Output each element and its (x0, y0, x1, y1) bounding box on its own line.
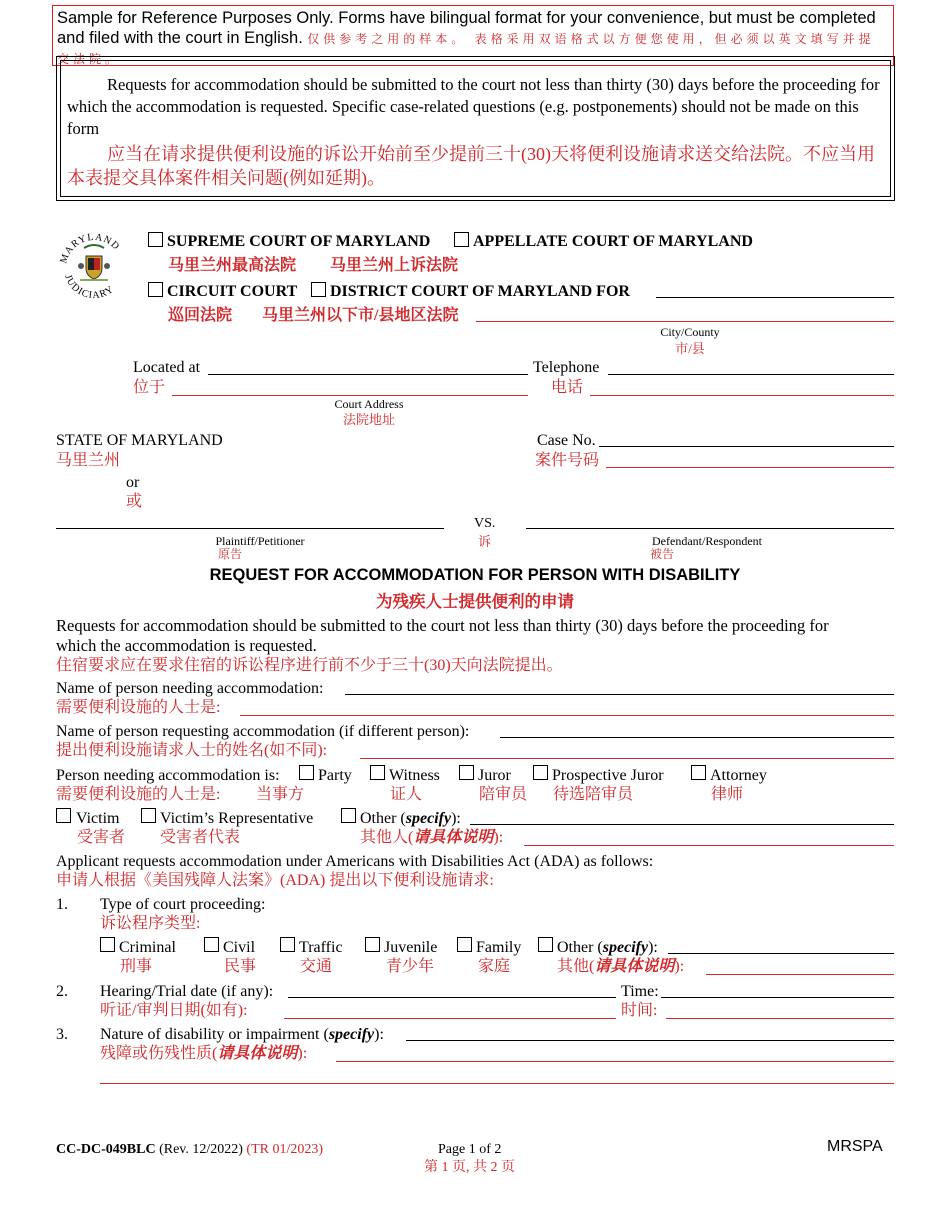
body-intro-line1: Requests for accommodation should be submitted to the court not less than thirty (30) days before the proceeding for (56, 616, 829, 635)
body-intro-zh: 住宿要求应在要求住宿的诉讼程序进行前不少于三十(30)天向法院提出。 (56, 657, 563, 674)
item2-label: Hearing/Trial date (if any): (100, 983, 274, 1000)
juvenile-label: Juvenile (384, 939, 438, 956)
disability-nature-field-zh[interactable] (336, 1061, 894, 1062)
case-no-field-zh[interactable] (606, 467, 894, 468)
name-needing-label: Name of person needing accommodation: (56, 680, 324, 697)
name-needing-field-zh[interactable] (240, 715, 894, 716)
witness-checkbox[interactable] (370, 765, 385, 780)
item1-label: Type of court proceeding: (100, 896, 266, 913)
defendant-field[interactable] (526, 528, 894, 529)
intro-text (67, 74, 887, 190)
footer-form-number: CC-DC-049BLC (Rev. 12/2022) (TR 01/2023) (56, 1142, 324, 1157)
civil-label-zh: 民事 (224, 958, 257, 975)
attorney-label: Attorney (710, 767, 767, 784)
case-no-field[interactable] (599, 446, 894, 447)
criminal-checkbox[interactable] (100, 937, 115, 952)
traffic-label: Traffic (299, 939, 343, 956)
supreme-court-checkbox[interactable] (148, 232, 163, 247)
appellate-court-label: APPELLATE COURT OF MARYLAND (473, 233, 753, 250)
footer-mrspa: MRSPA (827, 1138, 883, 1155)
person-other-checkbox[interactable] (341, 808, 356, 823)
plaintiff-caption: Plaintiff/Petitioner (215, 534, 305, 548)
prospective-juror-label: Prospective Juror (552, 767, 664, 784)
telephone-field-zh[interactable] (590, 395, 894, 396)
hearing-date-field-zh[interactable] (284, 1018, 616, 1019)
seal-top-text: MARYLAND (58, 231, 122, 265)
item2-number: 2. (56, 983, 68, 1000)
city-county-field-zh[interactable] (476, 321, 894, 322)
disability-nature-extra-line[interactable] (100, 1083, 894, 1084)
party-label-zh: 当事方 (256, 786, 305, 803)
circuit-court-label-zh: 巡回法院 (168, 307, 233, 324)
victims-representative-label-zh: 受害者代表 (160, 829, 241, 846)
name-requesting-field[interactable] (500, 737, 894, 738)
person-is-label: Person needing accommodation is: (56, 767, 280, 784)
intro-zh: 应当在请求提供便利设施的诉讼开始前至少提前三十(30)天将便利设施请求送交给法院。不应当用本表提交具体案件相关问题(例如延期)。 (67, 144, 875, 188)
appellate-court-label-zh: 马里兰州上诉法院 (330, 257, 459, 274)
maryland-judiciary-seal (58, 228, 130, 304)
or-label: or (126, 474, 140, 491)
telephone-label: Telephone (533, 359, 600, 376)
juror-label-zh: 陪审员 (479, 786, 528, 803)
family-label-zh: 家庭 (478, 958, 511, 975)
footer-page-zh: 第 1 页, 共 2 页 (424, 1160, 515, 1175)
time-label: Time: (621, 983, 659, 1000)
time-field-zh[interactable] (666, 1018, 894, 1019)
attorney-label-zh: 律师 (711, 786, 744, 803)
proceeding-other-label: Other (specify): (557, 939, 658, 956)
or-label-zh: 或 (126, 493, 143, 510)
item3-label-zh: 残障或伤残性质(请具体说明): (100, 1045, 308, 1062)
court-address-field[interactable] (208, 374, 528, 375)
located-at-label-zh: 位于 (133, 379, 166, 396)
person-other-label: Other (specify): (360, 810, 461, 827)
juvenile-label-zh: 青少年 (386, 958, 435, 975)
supreme-court-label: SUPREME COURT OF MARYLAND (167, 233, 431, 250)
notice-zh: 仅供参考之用的样本。 表格采用双语格式以方便您使用，但必须以英文填写并提交法院。 (57, 32, 875, 66)
time-field[interactable] (661, 997, 894, 998)
party-label: Party (318, 767, 352, 784)
juror-label: Juror (478, 767, 511, 784)
form-title-zh: 为残疾人士提供便利的申请 (376, 592, 574, 611)
name-needing-label-zh: 需要便利设施的人士是: (56, 699, 221, 716)
city-county-field[interactable] (656, 297, 894, 298)
traffic-checkbox[interactable] (280, 937, 295, 952)
witness-label: Witness (389, 767, 440, 784)
body-intro-line2: which the accommodation is requested. (56, 636, 317, 655)
state-label: STATE OF MARYLAND (56, 432, 223, 449)
family-checkbox[interactable] (457, 937, 472, 952)
district-court-label-zh: 马里兰州以下市/县地区法院 (262, 307, 459, 324)
name-needing-field[interactable] (345, 694, 894, 695)
victim-label: Victim (76, 810, 120, 827)
item2-label-zh: 听证/审判日期(如有): (100, 1002, 248, 1019)
state-label-zh: 马里兰州 (56, 452, 121, 469)
disability-nature-field[interactable] (406, 1040, 894, 1041)
item1-label-zh: 诉讼程序类型: (100, 915, 201, 932)
hearing-date-field[interactable] (288, 997, 616, 998)
appellate-court-checkbox[interactable] (454, 232, 469, 247)
attorney-checkbox[interactable] (691, 765, 706, 780)
person-is-label-zh: 需要便利设施的人士是: (56, 786, 221, 803)
prospective-juror-checkbox[interactable] (533, 765, 548, 780)
footer-page: Page 1 of 2 (438, 1142, 502, 1157)
criminal-label: Criminal (119, 939, 176, 956)
plaintiff-field[interactable] (56, 528, 444, 529)
ada-statement: Applicant requests accommodation under Americans with Disabilities Act (ADA) as follows: (56, 853, 654, 870)
name-requesting-label: Name of person requesting accommodation (if different person): (56, 723, 470, 740)
item1-number: 1. (56, 896, 68, 913)
defendant-caption: Defendant/Respondent (652, 534, 762, 548)
court-address-field-zh[interactable] (172, 395, 528, 396)
family-label: Family (476, 939, 522, 956)
ada-statement-zh: 申请人根据《美国残障人法案》(ADA) 提出以下便利设施请求: (56, 872, 494, 889)
seal-bottom-text: JUDICIARY (62, 273, 117, 302)
telephone-field[interactable] (608, 374, 894, 375)
notice-en: Sample for Reference Purposes Only. Forms have bilingual format for your convenience, but must be completed and filed with the court in English. (57, 9, 876, 47)
form-title: REQUEST FOR ACCOMMODATION FOR PERSON WITH DISABILITY (209, 566, 741, 584)
supreme-court-label-zh: 马里兰州最高法院 (168, 257, 297, 274)
court-address-caption-zh: 法院地址 (342, 412, 395, 427)
person-other-field[interactable] (470, 824, 894, 825)
victim-label-zh: 受害者 (77, 829, 126, 846)
proceeding-other-field-zh[interactable] (706, 974, 894, 975)
circuit-court-checkbox[interactable] (148, 282, 163, 297)
telephone-label-zh: 电话 (551, 379, 584, 396)
prospective-juror-label-zh: 待选陪审员 (553, 786, 634, 803)
victims-representative-label: Victim’s Representative (160, 810, 314, 827)
witness-label-zh: 证人 (390, 786, 423, 803)
district-court-label: DISTRICT COURT OF MARYLAND FOR (330, 283, 630, 300)
criminal-label-zh: 刑事 (120, 958, 153, 975)
defendant-caption-zh: 被告 (649, 547, 674, 561)
case-no-label-zh: 案件号码 (535, 452, 600, 469)
victim-checkbox[interactable] (56, 808, 71, 823)
item3-label: Nature of disability or impairment (specify): (100, 1026, 384, 1043)
proceeding-other-label-zh: 其他(请具体说明): (557, 958, 685, 975)
time-label-zh: 时间: (621, 1002, 658, 1019)
vs-label-zh: 诉 (478, 534, 492, 549)
civil-checkbox[interactable] (204, 937, 219, 952)
party-checkbox[interactable] (299, 765, 314, 780)
case-no-label: Case No. (537, 432, 596, 449)
name-requesting-label-zh: 提出便利设施请求人士的姓名(如不同): (56, 742, 328, 759)
vs-label: VS. (474, 516, 496, 531)
city-county-caption: City/County (660, 325, 720, 339)
proceeding-other-field[interactable] (668, 953, 894, 954)
traffic-label-zh: 交通 (300, 958, 333, 975)
name-requesting-field-zh[interactable] (360, 758, 894, 759)
circuit-court-label: CIRCUIT COURT (167, 283, 298, 300)
victims-representative-checkbox[interactable] (141, 808, 156, 823)
court-address-caption: Court Address (334, 397, 404, 411)
juvenile-checkbox[interactable] (365, 937, 380, 952)
intro-en: Requests for accommodation should be submitted to the court not less than thirty (30) days before the proceeding for which the accommodation is requested. Specific case-related questions (e.g. postponements) should not be made on this form (67, 75, 880, 138)
item3-number: 3. (56, 1026, 68, 1043)
plaintiff-caption-zh: 原告 (217, 547, 242, 561)
proceeding-other-checkbox[interactable] (538, 937, 553, 952)
city-county-caption-zh: 市/县 (675, 341, 705, 356)
person-other-label-zh: 其他人(请具体说明): (360, 829, 504, 846)
juror-checkbox[interactable] (459, 765, 474, 780)
person-other-field-zh[interactable] (524, 845, 894, 846)
district-court-checkbox[interactable] (311, 282, 326, 297)
civil-label: Civil (223, 939, 256, 956)
located-at-label: Located at (133, 359, 201, 376)
